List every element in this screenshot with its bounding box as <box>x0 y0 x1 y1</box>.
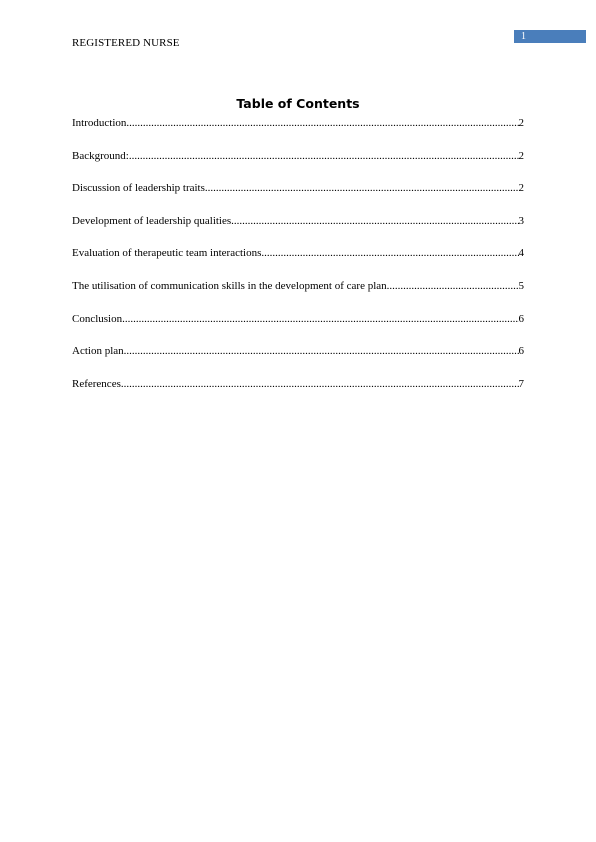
toc-entry-page: 2 <box>518 117 524 129</box>
toc-entry-label: Evaluation of therapeutic team interactions <box>72 247 262 260</box>
toc-entry-background[interactable] <box>72 148 524 164</box>
toc-heading: Table of Contents <box>236 96 360 111</box>
toc-dot-leader <box>121 376 519 392</box>
toc-dot-leader <box>129 148 519 164</box>
toc-entry-label: Action plan <box>72 345 124 358</box>
toc-entry-page: 6 <box>518 345 524 358</box>
toc-entry-page: 2 <box>518 182 524 195</box>
toc-entry-team-interactions[interactable] <box>72 245 524 261</box>
toc-dot-leader <box>126 115 518 131</box>
toc-entry-introduction[interactable] <box>72 115 524 131</box>
toc-dot-leader <box>387 278 519 294</box>
toc-dot-leader <box>261 245 518 261</box>
toc-dot-leader <box>124 343 519 359</box>
toc-entry-page: 6 <box>518 312 524 325</box>
toc-entry-label: References <box>72 377 121 390</box>
toc-entry-label: Discussion of leadership traits <box>72 182 205 195</box>
toc-entry-page: 7 <box>518 377 524 390</box>
toc-entry-label: Background: <box>72 149 129 162</box>
toc-entry-page: 5 <box>518 279 524 292</box>
toc-dot-leader <box>205 180 519 196</box>
toc-entry-label: Conclusion <box>72 312 123 325</box>
page-number-badge: 1 <box>514 30 586 43</box>
running-header-title: REGISTERED NURSE <box>72 37 180 49</box>
toc-entry-action-plan[interactable] <box>72 343 524 359</box>
toc-dot-leader <box>122 311 518 327</box>
toc-entry-page: 2 <box>518 149 524 162</box>
toc-entry-leadership-traits[interactable] <box>72 180 524 196</box>
toc-entry-label: Introduction <box>72 117 127 129</box>
toc-entry-references[interactable] <box>72 376 524 392</box>
toc-entry-label: Development of leadership qualities <box>72 214 232 227</box>
toc-dot-leader <box>231 213 518 229</box>
toc-entry-page: 4 <box>518 247 524 260</box>
toc-entry-communication-skills[interactable] <box>72 278 524 294</box>
toc-entry-leadership-qualities[interactable] <box>72 213 524 229</box>
toc-entry-label: The utilisation of communication skills in the development of care plan <box>72 279 387 292</box>
toc-entry-conclusion[interactable] <box>72 311 524 327</box>
toc-entry-page: 3 <box>518 214 524 227</box>
table-of-contents <box>72 115 524 408</box>
